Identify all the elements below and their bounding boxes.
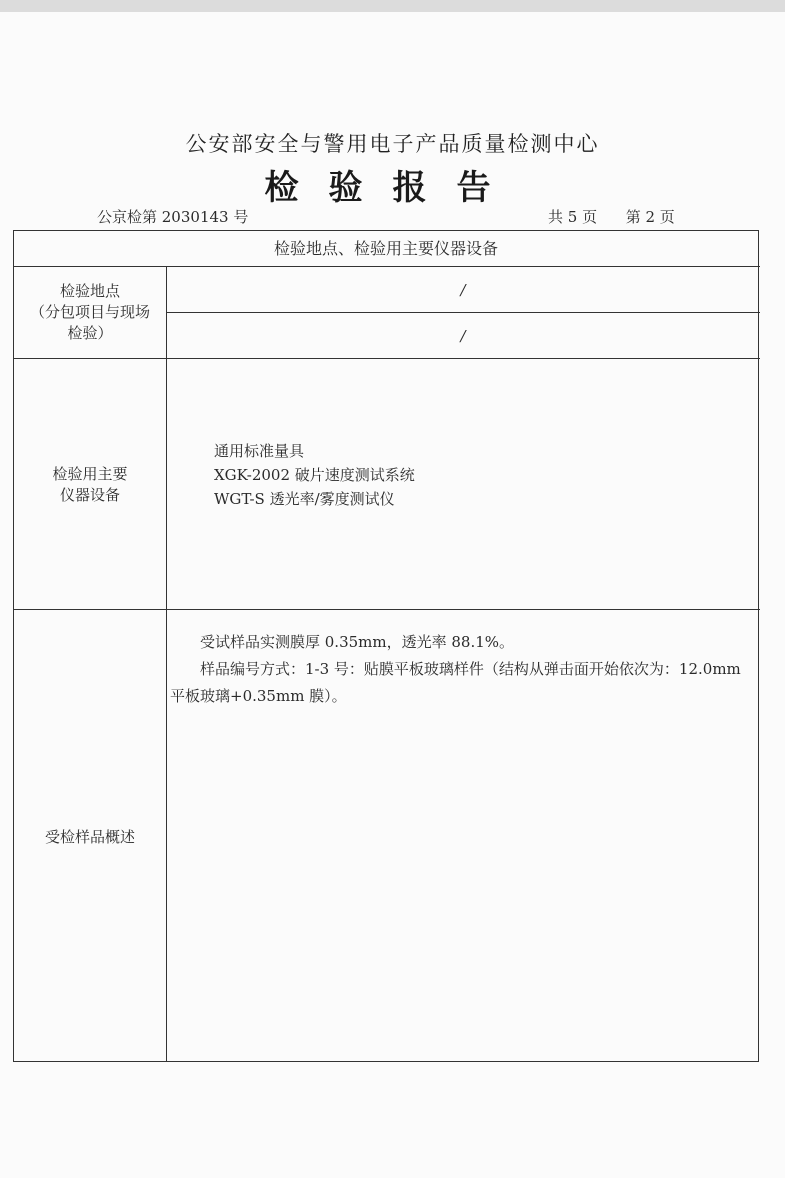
equipment-label-line: 仪器设备 [59,486,120,504]
report-title: 检验报告 [264,168,521,208]
equipment-item: WGT-S 透光率/雾度测试仪 [214,490,395,508]
location-label-line: （分包项目与现场 [29,303,150,321]
section-header: 检验地点、检验用主要仪器设备 [273,239,498,258]
label-column-divider [166,266,167,1062]
equipment-list [214,439,415,511]
equipment-label [14,464,166,506]
location-label [14,281,166,344]
summary-paragraph: 受试样品实测膜厚 0.35mm，透光率 88.1%。 [200,633,515,651]
header-divider [14,266,760,267]
inspection-table [13,230,759,1062]
sample-summary [170,629,755,710]
equipment-label-line: 检验用主要 [52,465,128,483]
sample-label: 受检样品概述 [44,828,135,846]
current-page: 第 2 页 [625,208,675,226]
equipment-item: XGK-2002 破片速度测试系统 [214,466,415,484]
page-indicator [548,206,675,227]
equipment-item: 通用标准量具 [214,442,305,460]
location-bottom-divider [14,358,760,359]
total-pages: 共 5 页 [548,208,598,226]
location-value-1: / [460,281,466,299]
summary-paragraph: 样品编号方式：1-3 号：贴膜平板玻璃样件（结构从弹击面开始依次为：12.0mm 平板玻璃+0.35mm 膜）。 [170,660,741,705]
location-label-line: 检验地点 [59,282,120,300]
location-value-2: / [460,327,466,345]
location-label-line: 检验） [67,324,113,342]
top-bar [0,0,785,12]
equipment-bottom-divider [14,609,760,610]
report-number: 公京检第 2030143 号 [97,208,249,226]
location-row-divider [166,312,760,313]
organization-name: 公安部安全与警用电子产品质量检测中心 [185,132,600,156]
